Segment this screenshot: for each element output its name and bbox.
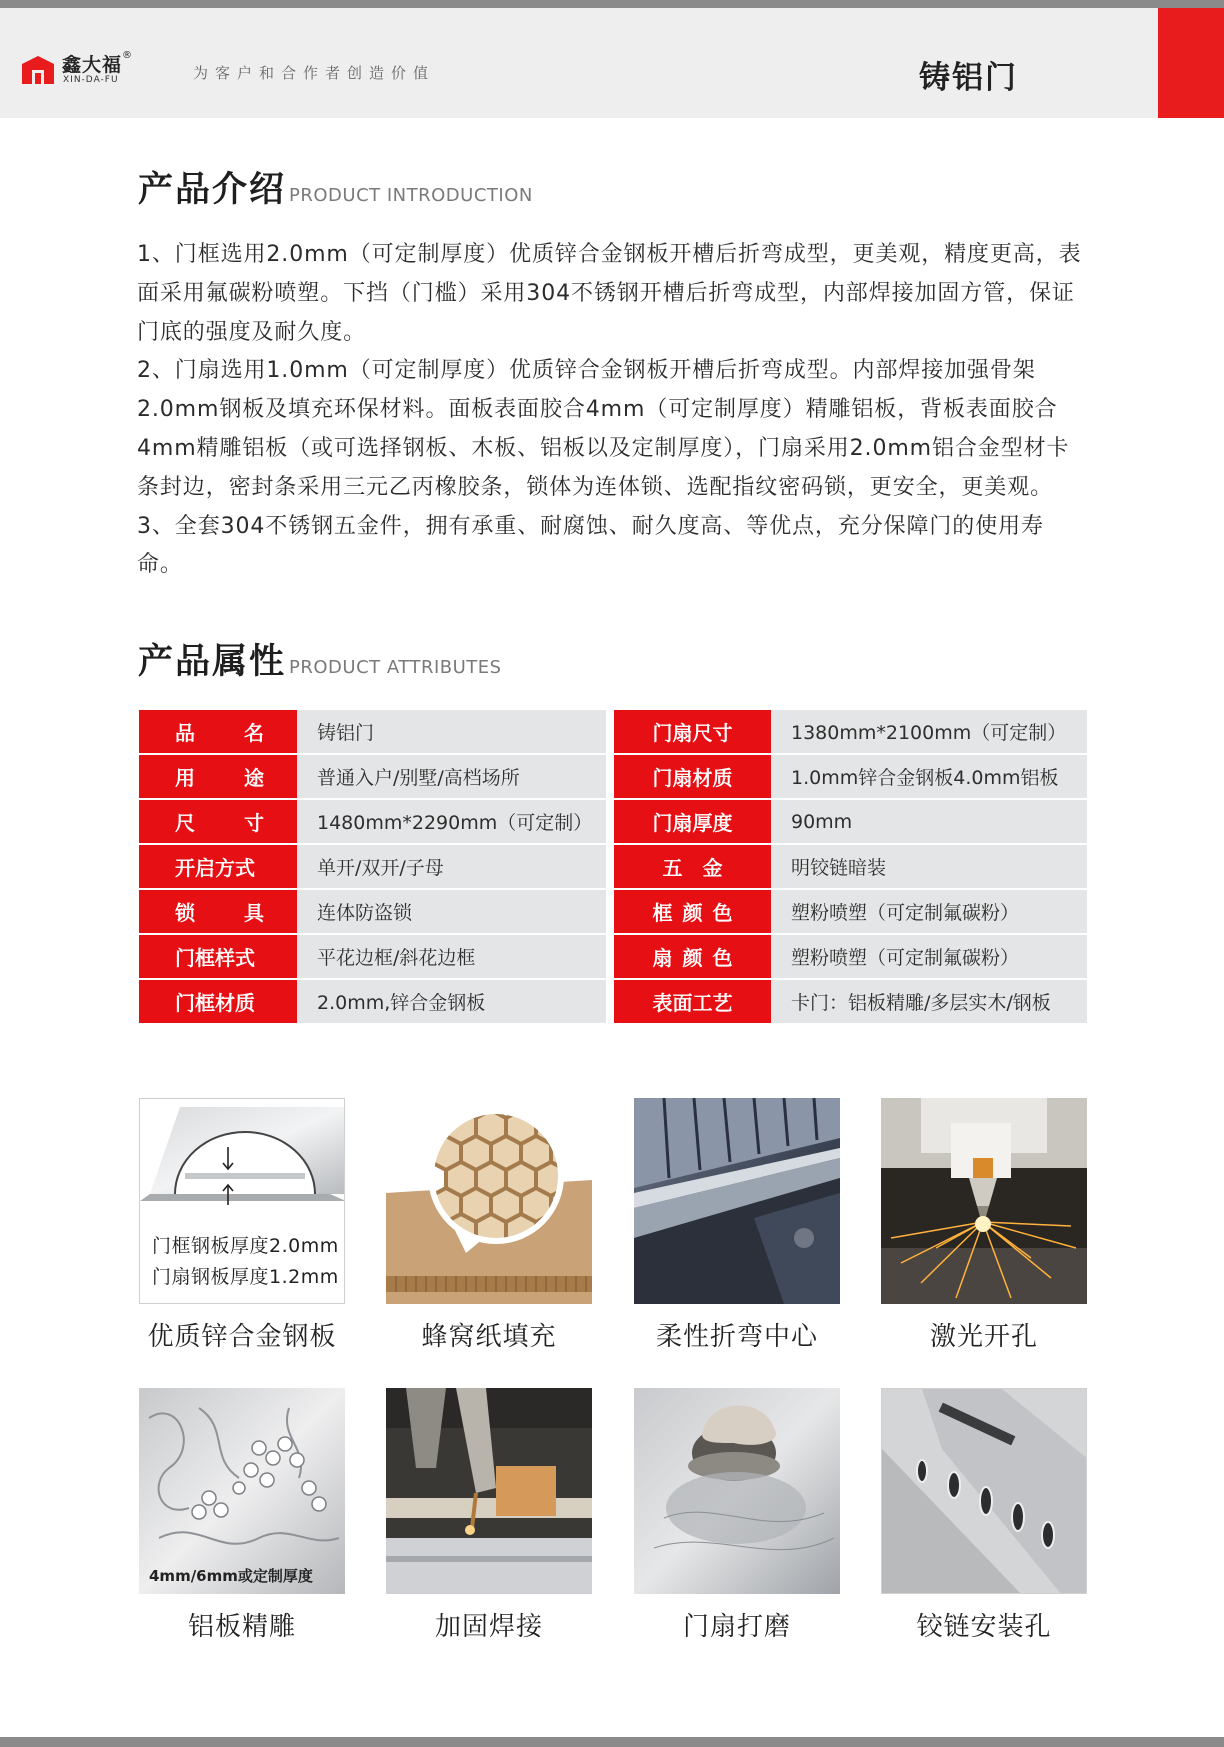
header-accent-block xyxy=(1158,8,1224,118)
brand-logo xyxy=(22,48,142,92)
steel-thickness-note xyxy=(152,1231,339,1293)
frame-thickness-text: 门框钢板厚度2.0mm xyxy=(152,1235,339,1257)
feature-caption: 优质锌合金钢板 xyxy=(147,1322,337,1352)
attr-value: 普通入户/别墅/高档场所 xyxy=(297,755,609,798)
steel-plate-image xyxy=(139,1098,345,1304)
attributes-table xyxy=(139,710,1087,1025)
engraved-aluminum-image xyxy=(139,1388,345,1594)
engraving-thickness-note: 4mm/6mm或定制厚度 xyxy=(149,1567,313,1585)
bottom-rule xyxy=(0,1737,1224,1747)
feature-caption: 加固焊接 xyxy=(434,1612,543,1642)
intro-paragraph: 2、门扇选用1.0mm（可定制厚度）优质锌合金钢板开槽后折弯成型。内部焊接加强骨架2.0mm钢板及填充环保材料。面板表面胶合4mm（可定制厚度）精雕铝板，背板表面胶合4mm精雕铝板（或可选择钢板、木板、铝板以及定制厚度），门扇采用2.0mm铝合金型材卡条封边，密封条采用三元乙丙橡胶条，锁体为连体锁、选配指纹密码锁，更安全，更美观。 xyxy=(137,358,1070,500)
attr-value: 1480mm*2290mm（可定制） xyxy=(297,800,609,843)
attr-value: 铸铝门 xyxy=(297,710,609,753)
attr-label: 门扇材质 xyxy=(614,755,771,798)
table-row xyxy=(139,935,1087,980)
attr-value: 明铰链暗装 xyxy=(771,845,1087,888)
attr-label: 用 途 xyxy=(139,755,297,798)
hinge-holes-illustration xyxy=(882,1389,1087,1594)
attr-label: 门扇厚度 xyxy=(614,800,771,843)
intro-text xyxy=(137,236,1087,585)
attr-label: 五 金 xyxy=(614,845,771,888)
attr-value: 1.0mm锌合金钢板4.0mm铝板 xyxy=(771,755,1087,798)
feature-caption: 铝板精雕 xyxy=(187,1612,296,1642)
slogan: 为客户和合作者创造价值 xyxy=(193,64,436,82)
table-row xyxy=(139,845,1087,890)
laser-cutting-illustration xyxy=(881,1098,1087,1304)
polishing-illustration xyxy=(634,1388,840,1594)
bending-machine-illustration xyxy=(634,1098,840,1304)
attr-label: 锁 具 xyxy=(139,890,297,933)
polishing-image xyxy=(634,1388,840,1594)
attr-label: 门框材质 xyxy=(139,980,297,1023)
bending-machine-image xyxy=(634,1098,840,1304)
house-logo-icon xyxy=(22,56,54,84)
attr-label: 开启方式 xyxy=(139,845,297,888)
intro-title-cn: 产品介绍 xyxy=(138,170,287,210)
attr-label: 框颜色 xyxy=(614,890,771,933)
page-title: 铸铝门 xyxy=(919,60,1018,96)
intro-paragraph: 1、门框选用2.0mm（可定制厚度）优质锌合金钢板开槽后折弯成型，更美观，精度更高，表面采用氟碳粉喷塑。下挡（门槛）采用304不锈钢开槽后折弯成型，内部焊接加固方管，保证门底的强度及耐久度。 xyxy=(137,242,1082,345)
table-row xyxy=(139,980,1087,1025)
attributes-title-cn: 产品属性 xyxy=(138,642,287,682)
table-row xyxy=(139,710,1087,755)
attr-value: 2.0mm,锌合金钢板 xyxy=(297,980,609,1023)
intro-title-en: PRODUCT INTRODUCTION xyxy=(289,185,533,206)
intro-section-title xyxy=(138,162,533,212)
feature-caption: 蜂窝纸填充 xyxy=(421,1322,557,1352)
attr-value: 1380mm*2100mm（可定制） xyxy=(771,710,1087,753)
laser-cutting-image xyxy=(881,1098,1087,1304)
attributes-section-title xyxy=(138,634,502,684)
welding-image xyxy=(386,1388,592,1594)
attr-label: 表面工艺 xyxy=(614,980,771,1023)
honeycomb-image xyxy=(386,1098,592,1304)
feature-caption: 柔性折弯中心 xyxy=(655,1322,818,1352)
attr-label: 门框样式 xyxy=(139,935,297,978)
attr-value: 单开/双开/子母 xyxy=(297,845,609,888)
attr-value: 塑粉喷塑（可定制氟碳粉） xyxy=(771,890,1087,933)
feature-caption: 门扇打磨 xyxy=(682,1612,791,1642)
attr-value: 90mm xyxy=(771,800,1087,843)
attr-value: 连体防盗锁 xyxy=(297,890,609,933)
honeycomb-illustration xyxy=(386,1098,592,1304)
header-bar xyxy=(0,8,1224,118)
leaf-thickness-text: 门扇钢板厚度1.2mm xyxy=(152,1266,339,1288)
attr-value: 平花边框/斜花边框 xyxy=(297,935,609,978)
welding-illustration xyxy=(386,1388,592,1594)
feature-caption: 铰链安装孔 xyxy=(916,1612,1052,1642)
table-row xyxy=(139,800,1087,845)
attr-label: 品 名 xyxy=(139,710,297,753)
hinge-holes-image xyxy=(881,1388,1087,1594)
feature-caption: 激光开孔 xyxy=(929,1322,1038,1352)
table-row xyxy=(139,890,1087,935)
table-row xyxy=(139,755,1087,800)
top-rule xyxy=(0,0,1224,8)
brand-pinyin: XIN-DA-FU xyxy=(63,75,119,85)
attr-value: 塑粉喷塑（可定制氟碳粉） xyxy=(771,935,1087,978)
engraved-aluminum-illustration xyxy=(139,1388,345,1594)
attr-label: 扇颜色 xyxy=(614,935,771,978)
intro-paragraph: 3、全套304不锈钢五金件，拥有承重、耐腐蚀、耐久度高、等优点，充分保障门的使用寿命。 xyxy=(137,513,1044,578)
attributes-title-en: PRODUCT ATTRIBUTES xyxy=(289,657,502,678)
attr-label: 尺 寸 xyxy=(139,800,297,843)
brand-name: 鑫大福® xyxy=(62,50,134,76)
attr-label: 门扇尺寸 xyxy=(614,710,771,753)
attr-value: 卡门：铝板精雕/多层实木/钢板 xyxy=(771,980,1087,1023)
